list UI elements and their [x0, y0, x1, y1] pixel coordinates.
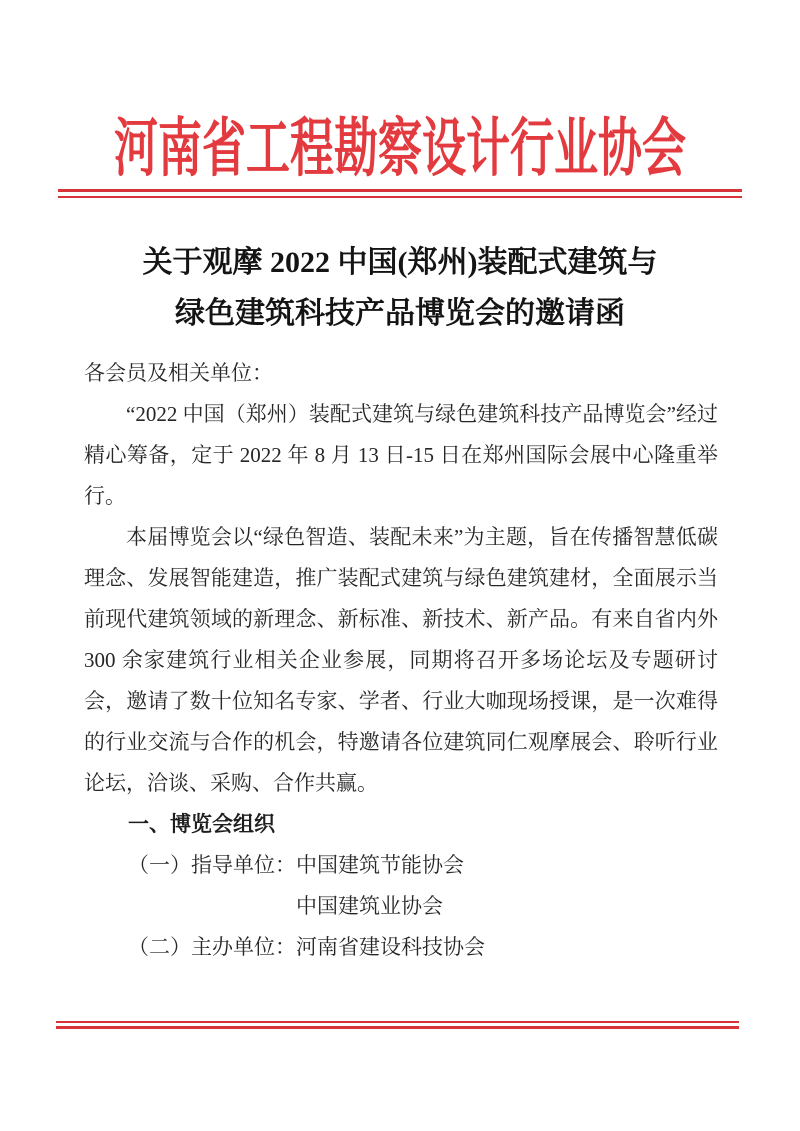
- letterhead-divider-thick-line: [58, 189, 742, 192]
- guidance-unit-value-1: 中国建筑节能协会: [296, 853, 464, 877]
- host-unit-label: （二）主办单位：: [128, 935, 296, 959]
- footer-divider-thick-line: [56, 1026, 739, 1029]
- guidance-unit-label: （一）指导单位：: [128, 853, 296, 877]
- guidance-unit-values: [296, 845, 464, 927]
- letterhead-divider-thin-line: [58, 196, 742, 198]
- host-unit-values: [296, 927, 485, 968]
- letterhead-org-name: 河南省工程勘察设计行业协会: [114, 113, 686, 185]
- document-title-line1: 关于观摩 2022 中国(郑州)装配式建筑与: [142, 246, 658, 279]
- guidance-unit-value-2: 中国建筑业协会: [296, 894, 443, 918]
- footer-divider-thin-line: [56, 1021, 739, 1023]
- paragraph-2: 本届博览会以“绿色智造、装配未来”为主题，旨在传播智慧低碳理念、发展智能建造，推广装配式建筑与绿色建筑建材，全面展示当前现代建筑领域的新理念、新标准、新技术、新产品。有来自省内外 300 余家建筑行业相关企业参展，同期将召开多场论坛及专题研讨会，邀请了数十位知名专家、学者、行业大咖现场授课，是一次难得的行业交流与合作的机会，特邀请各位建筑同仁观摩展会、聆听行业论坛，洽谈、采购、合作共赢。: [84, 525, 718, 795]
- document-title-line2: 绿色建筑科技产品博览会的邀请函: [175, 297, 625, 330]
- footer-divider: [56, 1021, 739, 1029]
- paragraph-1: “2022 中国（郑州）装配式建筑与绿色建筑科技产品博览会”经过精心筹备，定于 2022 年 8 月 13 日-15 日在郑州国际会展中心隆重举行。: [84, 402, 718, 508]
- document-body: [84, 353, 718, 968]
- document-title: [0, 237, 800, 339]
- org-item-host-unit: [84, 927, 718, 968]
- org-item-guidance-unit: [84, 845, 718, 927]
- salutation: 各会员及相关单位：: [84, 361, 273, 385]
- section-heading-expo-organization: 一、博览会组织: [128, 813, 275, 836]
- host-unit-value-1: 河南省建设科技协会: [296, 935, 485, 959]
- letterhead-divider: [58, 189, 742, 198]
